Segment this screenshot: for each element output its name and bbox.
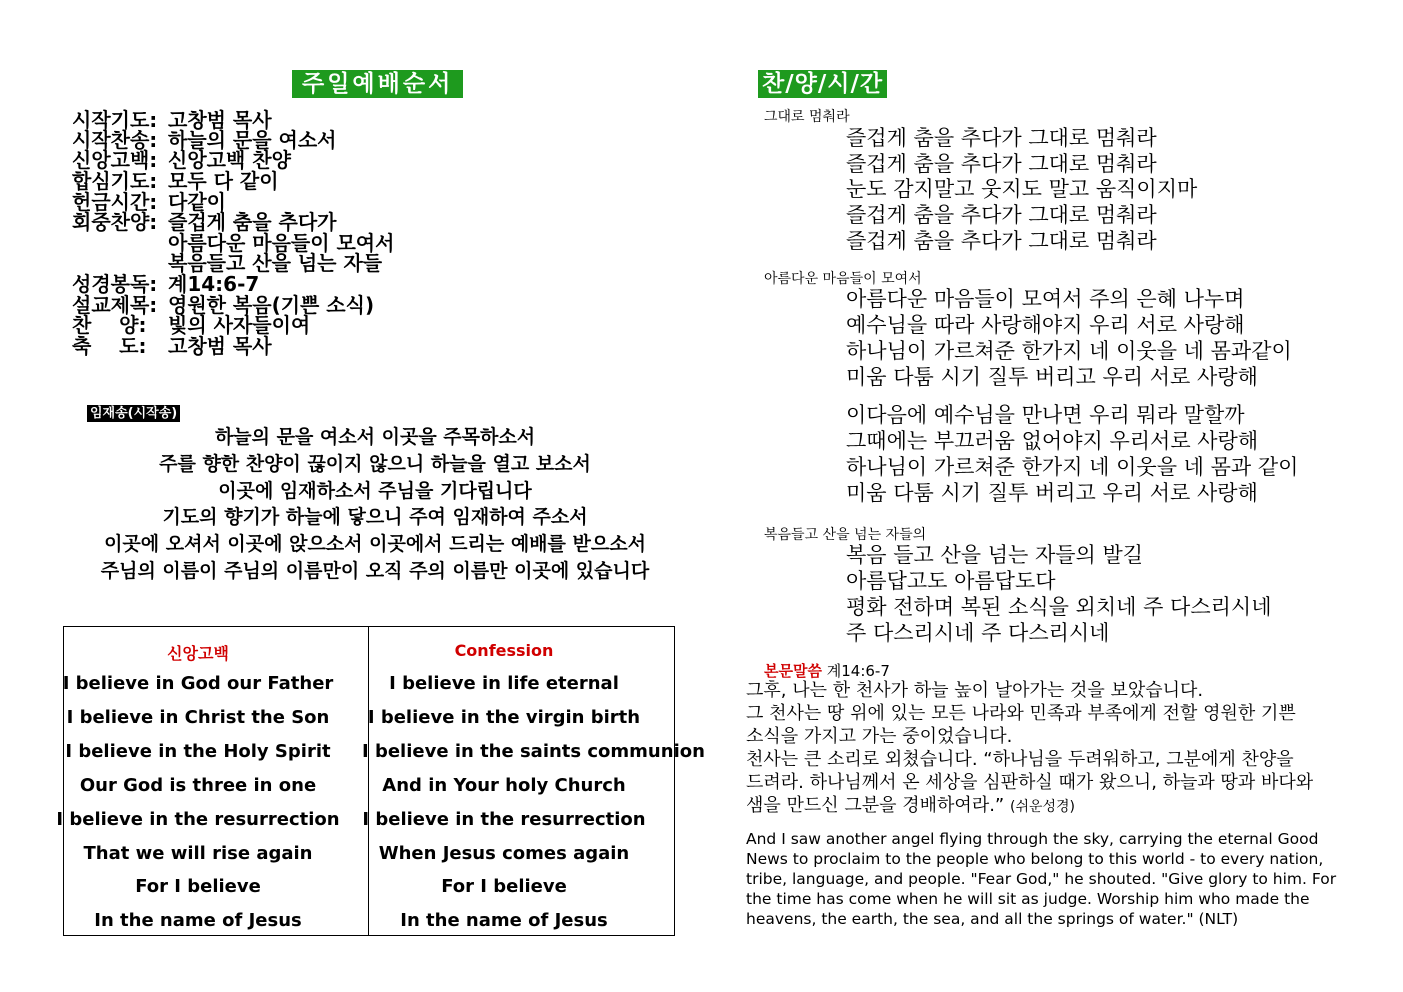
creed-line: Our God is three in one: [79, 775, 317, 796]
creed-line: In the name of Jesus: [400, 910, 608, 931]
lyric-line: 예수님을 따라 사랑해야지 우리 서로 사랑해: [846, 313, 1245, 337]
passage-line: 샘을 만드신 그분을 경배하여라.” (쉬운성경): [746, 795, 1076, 816]
creed-line: I believe in the resurrection: [56, 809, 340, 830]
passage-line: heavens, the earth, the sea, and all the springs of water." (NLT): [746, 910, 1239, 928]
lyric-line: 하나님이 가르쳐준 한가지 네 이웃을 네 몸과 같이: [846, 455, 1299, 479]
lyric-line: 주 다스리시네 주 다스리시네: [846, 621, 1110, 645]
lyric-line: 이곳에 임재하소서 주님을 기다립니다: [218, 480, 532, 502]
lyric-line: 아름다운 마음들이 모여서 주의 은혜 나누며: [846, 287, 1245, 311]
scripture-heading: [764, 660, 890, 681]
scripture-label: 본문말씀: [764, 662, 822, 680]
lyric-line: 눈도 감지말고 웃지도 말고 움직이지마: [846, 177, 1198, 201]
order-item: 성경봉독: 계14:6-7: [72, 272, 260, 296]
order-item: 시작기도: 고창범 목사: [72, 108, 272, 132]
creed-right-heading: Confession: [454, 641, 554, 660]
lyric-line: 즐겁게 춤을 추다가 그대로 멈춰라: [846, 126, 1157, 150]
bible-version: (쉬운성경): [1010, 799, 1076, 815]
creed-line: I believe in the resurrection: [362, 809, 646, 830]
order-item: 합심기도: 모두 다 같이: [72, 169, 279, 193]
order-item: 시작찬송: 하늘의 문을 여소서: [72, 128, 337, 152]
creed-line: I believe in life eternal: [389, 673, 619, 694]
passage-line: News to proclaim to the people who belong to this world - to every nation,: [746, 850, 1324, 868]
lyric-line: 주를 향한 찬양이 끊이지 않으니 하늘을 열고 보소서: [159, 453, 591, 475]
passage-line: 드려라. 하나님께서 온 세상을 심판하실 때가 왔으니, 하늘과 땅과 바다와: [746, 772, 1314, 793]
order-subitem: 아름다운 마음들이 모여서: [168, 231, 395, 255]
lyric-line: 그때에는 부끄러움 없어야지 우리서로 사랑해: [846, 429, 1259, 453]
lyric-line: 즐겁게 춤을 추다가 그대로 멈춰라: [846, 203, 1157, 227]
lyric-line: 복음 들고 산을 넘는 자들의 발길: [846, 543, 1144, 567]
order-item: 축 도: 고창범 목사: [72, 334, 272, 358]
passage-line: 그 천사는 땅 위에 있는 모든 나라와 민족과 부족에게 전할 영원한 기쁜: [746, 703, 1296, 724]
creed-line: I believe in the saints communion: [362, 741, 705, 762]
passage-line: 그후, 나는 한 천사가 하늘 높이 날아가는 것을 보았습니다.: [746, 680, 1204, 701]
creed-line: I believe in the Holy Spirit: [65, 741, 331, 762]
passage-line: 소식을 가지고 가는 중이었습니다.: [746, 726, 1013, 747]
order-subitem: 복음들고 산을 넘는 자들: [168, 251, 383, 275]
lyric-line: 미움 다툼 시기 질투 버리고 우리 서로 사랑해: [846, 365, 1258, 389]
lyric-line: 즐겁게 춤을 추다가 그대로 멈춰라: [846, 229, 1157, 253]
creed-line: In the name of Jesus: [94, 910, 302, 931]
passage-line: the time has come when he will sit as judge. Worship him who made the: [746, 890, 1310, 908]
lyric-line: 하나님이 가르쳐준 한가지 네 이웃을 네 몸과같이: [846, 339, 1292, 363]
order-item: 설교제목: 영원한 복음(기쁜 소식): [72, 293, 375, 317]
creed-line: I believe in God our Father: [62, 673, 334, 694]
lyric-line: 미움 다툼 시기 질투 버리고 우리 서로 사랑해: [846, 481, 1258, 505]
creed-left-heading: 신앙고백: [167, 644, 229, 663]
song-title: 그대로 멈춰라: [764, 109, 850, 125]
creed-line: And in Your holy Church: [382, 775, 626, 796]
lyric-line: 이다음에 예수님을 만나면 우리 뭐라 말할까: [846, 403, 1245, 427]
lyric-line: 주님의 이름이 주님의 이름만이 오직 주의 이름만 이곳에 있습니다: [100, 560, 650, 582]
lyric-line: 하늘의 문을 여소서 이곳을 주목하소서: [214, 426, 536, 448]
song-title: 복음들고 산을 넘는 자들의: [764, 527, 927, 543]
lyric-line: 즐겁게 춤을 추다가 그대로 멈춰라: [846, 152, 1157, 176]
order-item: 회중찬양: 즐겁게 춤을 추다가: [72, 210, 337, 234]
order-item: 신앙고백: 신앙고백 찬양: [72, 148, 291, 172]
lyric-line: 이곳에 오셔서 이곳에 앉으소서 이곳에서 드리는 예배를 받으소서: [104, 533, 646, 555]
lyric-line: 기도의 향기가 하늘에 닿으니 주여 임재하여 주소서: [162, 506, 588, 528]
passage-line: tribe, language, and people. "Fear God," he shouted. "Give glory to him. For: [746, 870, 1337, 888]
song-title: 아름다운 마음들이 모여서: [764, 271, 922, 287]
praise-time-title: 찬/양/시/간: [758, 70, 887, 98]
creed-line: That we will rise again: [83, 843, 313, 864]
worship-order-title: 주일예배순서: [292, 70, 463, 98]
creed-line: For I believe: [135, 876, 261, 897]
scripture-reference: 계14:6-7: [826, 662, 890, 680]
passage-line: And I saw another angel flying through the sky, carrying the eternal Good: [746, 830, 1319, 848]
opening-hymn-label: 임재송(시작송): [87, 405, 180, 422]
creed-line: When Jesus comes again: [378, 843, 630, 864]
creed-line: For I believe: [441, 876, 567, 897]
lyric-line: 평화 전하며 복된 소식을 외치네 주 다스리시네: [846, 595, 1272, 619]
lyric-line: 아름답고도 아름답도다: [846, 569, 1056, 593]
creed-line: I believe in Christ the Son: [66, 707, 330, 728]
order-item: 찬 양: 빛의 사자들이여: [72, 313, 311, 337]
passage-line: 천사는 큰 소리로 외쳤습니다. “하나님을 두려워하고, 그분에게 찬양을: [746, 749, 1294, 770]
creed-line: I believe in the virgin birth: [367, 707, 641, 728]
order-item: 헌금시간: 다같이: [72, 190, 226, 214]
